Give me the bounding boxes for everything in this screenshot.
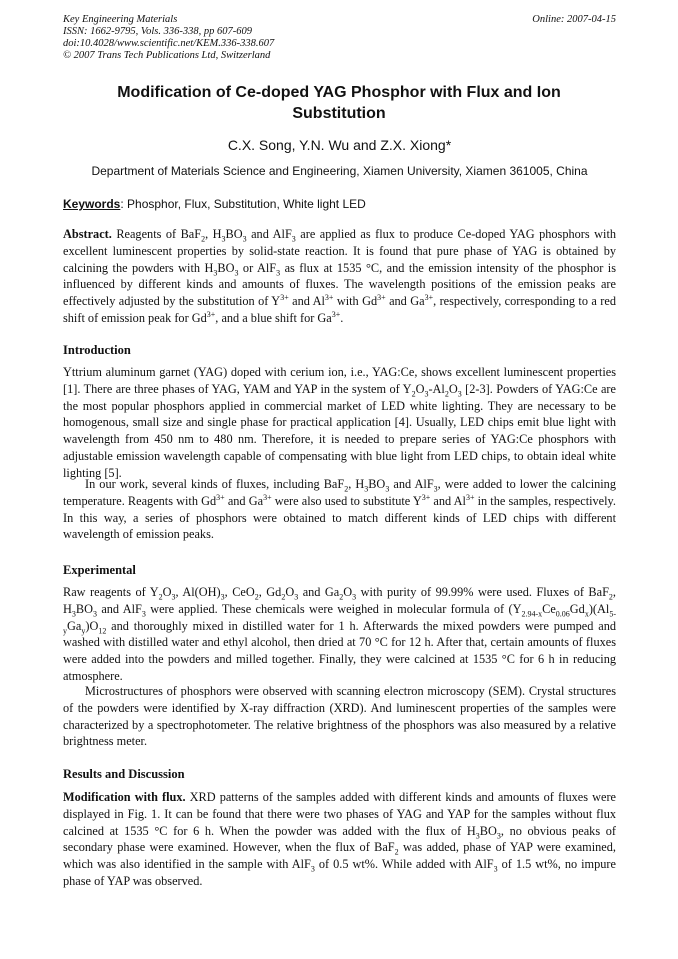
flux-subheading: Modification with flux. bbox=[63, 790, 186, 804]
introduction-paragraph-2: In our work, several kinds of fluxes, including BaF$_2$, $H_3BO_3$ and AlF$_3$, were added to lower the calcining temperature. Reagents with $Gd^{3+}$ and $Ga^{3+}$ were also used to substitute $Y^{3+}$ and $Al^{3+}$ in the samples, respectively. In this way, a series of phosphors were obtained to match different kinds of LED chips with different wavelength of emission peaks. bbox=[63, 477, 616, 542]
results-paragraph-1: Modification with flux. XRD patterns of the samples added with different kinds and amounts of fluxes were displayed in Fig. 1. It can be found that there were two phases of YAG and YAP for the samples without flux calcined at 1535 °C for 6 h. When the powder was added with the flux of $H_3BO_3$, no obvious peaks of secondary phase were examined. However, when the flux of BaF$_2$ was added, phase of YAP were examined, which was also identified in the sample with AlF$_3$ of 0.5 wt%. While added with AlF$_3$ of 1.5 wt%, no impure phase of YAP was observed. bbox=[63, 790, 616, 888]
experimental-heading: Experimental bbox=[63, 563, 136, 577]
results-heading: Results and Discussion bbox=[63, 767, 185, 781]
introduction-paragraph-1: Yttrium aluminum garnet (YAG) doped with cerium ion, i.e., YAG:Ce, shows excellent luminescent properties [1]. There are three phases of YAG, YAM and YAP in the system of $Y_2O_3-Al_2O_3$ [2-3]. Powders of YAG:Ce are the most popular phosphors applied in commercial market of LED white lighting. They are necessary to be homogenous, small size and single phase for practical application [4]. Usually, LED chips emit blue light with wavelength from 450 nm to 480 nm. Therefore, it is needed to prepare series of YAG:Ce phosphors with adjustable emission wavelength capable of compensating with blue light from LED chips, to obtain ideal white lighting [5]. bbox=[63, 365, 616, 480]
doi-line: doi:10.4028/www.scientific.net/KEM.336-338.607 bbox=[63, 38, 275, 49]
online-date: Online: 2007-04-15 bbox=[532, 14, 616, 25]
keywords-label: Keywords bbox=[63, 197, 121, 211]
abstract-paragraph: Abstract. Reagents of BaF$_2$, $H_3BO_3$ and AlF$_3$ are applied as flux to produce Ce-doped YAG phosphors with excellent luminescent properties by solid-state reaction. It is found that pure phase of YAG is obtained by calcining the powders with $H_3BO_3$ or AlF$_3$ as flux at 1535 °C, and the emission intensity of the phosphor is influenced by different kinds and amounts of fluxes. The wavelength positions of the emission peaks are effectively adjusted by the substitution of $Y^{3+}$ and $Al^{3+}$ with $Gd^{3+}$ and $Ga^{3+}$, respectively, corresponding to a red shift of emission peak for $Gd^{3+}$, and a blue shift for $Ga^{3+}$. bbox=[63, 227, 617, 325]
author-list: C.X. Song, Y.N. Wu and Z.X. Xiong* bbox=[227, 137, 452, 153]
experimental-paragraph-2: Microstructures of phosphors were observed with scanning electron microscopy (SEM). Crystal structures of the powders were identified by X-ray diffraction (XRD). And luminescent properties of the samples were characterized by a spectrophotometer. The relative brightness of the phosphors was also measured by a relative brightness meter. bbox=[63, 684, 616, 749]
paper-title: Modification of Ce-doped YAG Phosphor with Flux and Ion Substitution bbox=[117, 84, 561, 122]
keywords-text: : Phosphor, Flux, Substitution, White light LED bbox=[120, 197, 366, 211]
issn-line: ISSN: 1662-9795, Vols. 336-338, pp 607-609 bbox=[63, 26, 252, 37]
abstract-label: Abstract. bbox=[63, 227, 112, 241]
journal-name: Key Engineering Materials bbox=[63, 14, 178, 25]
keywords bbox=[63, 197, 616, 211]
journal-header bbox=[63, 14, 616, 62]
experimental-paragraph-1: Raw reagents of $Y_2O_3$, $Al(OH)_3$, CeO$_2$, $Gd_2O_3$ and $Ga_2O_3$ with purity of 99.99% were used. Fluxes of BaF$_2$, $H_3BO_3$ and AlF$_3$ were applied. These chemicals were weighed in molecular formula of $(Y_{2.94-x}Ce_{0.06}Gd_x)(Al_{5-y}Ga_y)O_{12}$ and thoroughly mixed in distilled water for 1 h. Afterwards the mixed powders were pumped and washed with distilled water and ethyl alcohol, then dried at 70 °C for 12 h. After that, certain amounts of fluxes were added into the powders and milled together. Finally, they were calcined at 1535 °C for 6 h in reducing atmosphere. bbox=[63, 585, 616, 683]
introduction-heading: Introduction bbox=[63, 343, 131, 357]
affiliation: Department of Materials Science and Engineering, Xiamen University, Xiamen 361005, China bbox=[91, 164, 588, 178]
copyright-line: © 2007 Trans Tech Publications Ltd, Switzerland bbox=[63, 50, 271, 61]
